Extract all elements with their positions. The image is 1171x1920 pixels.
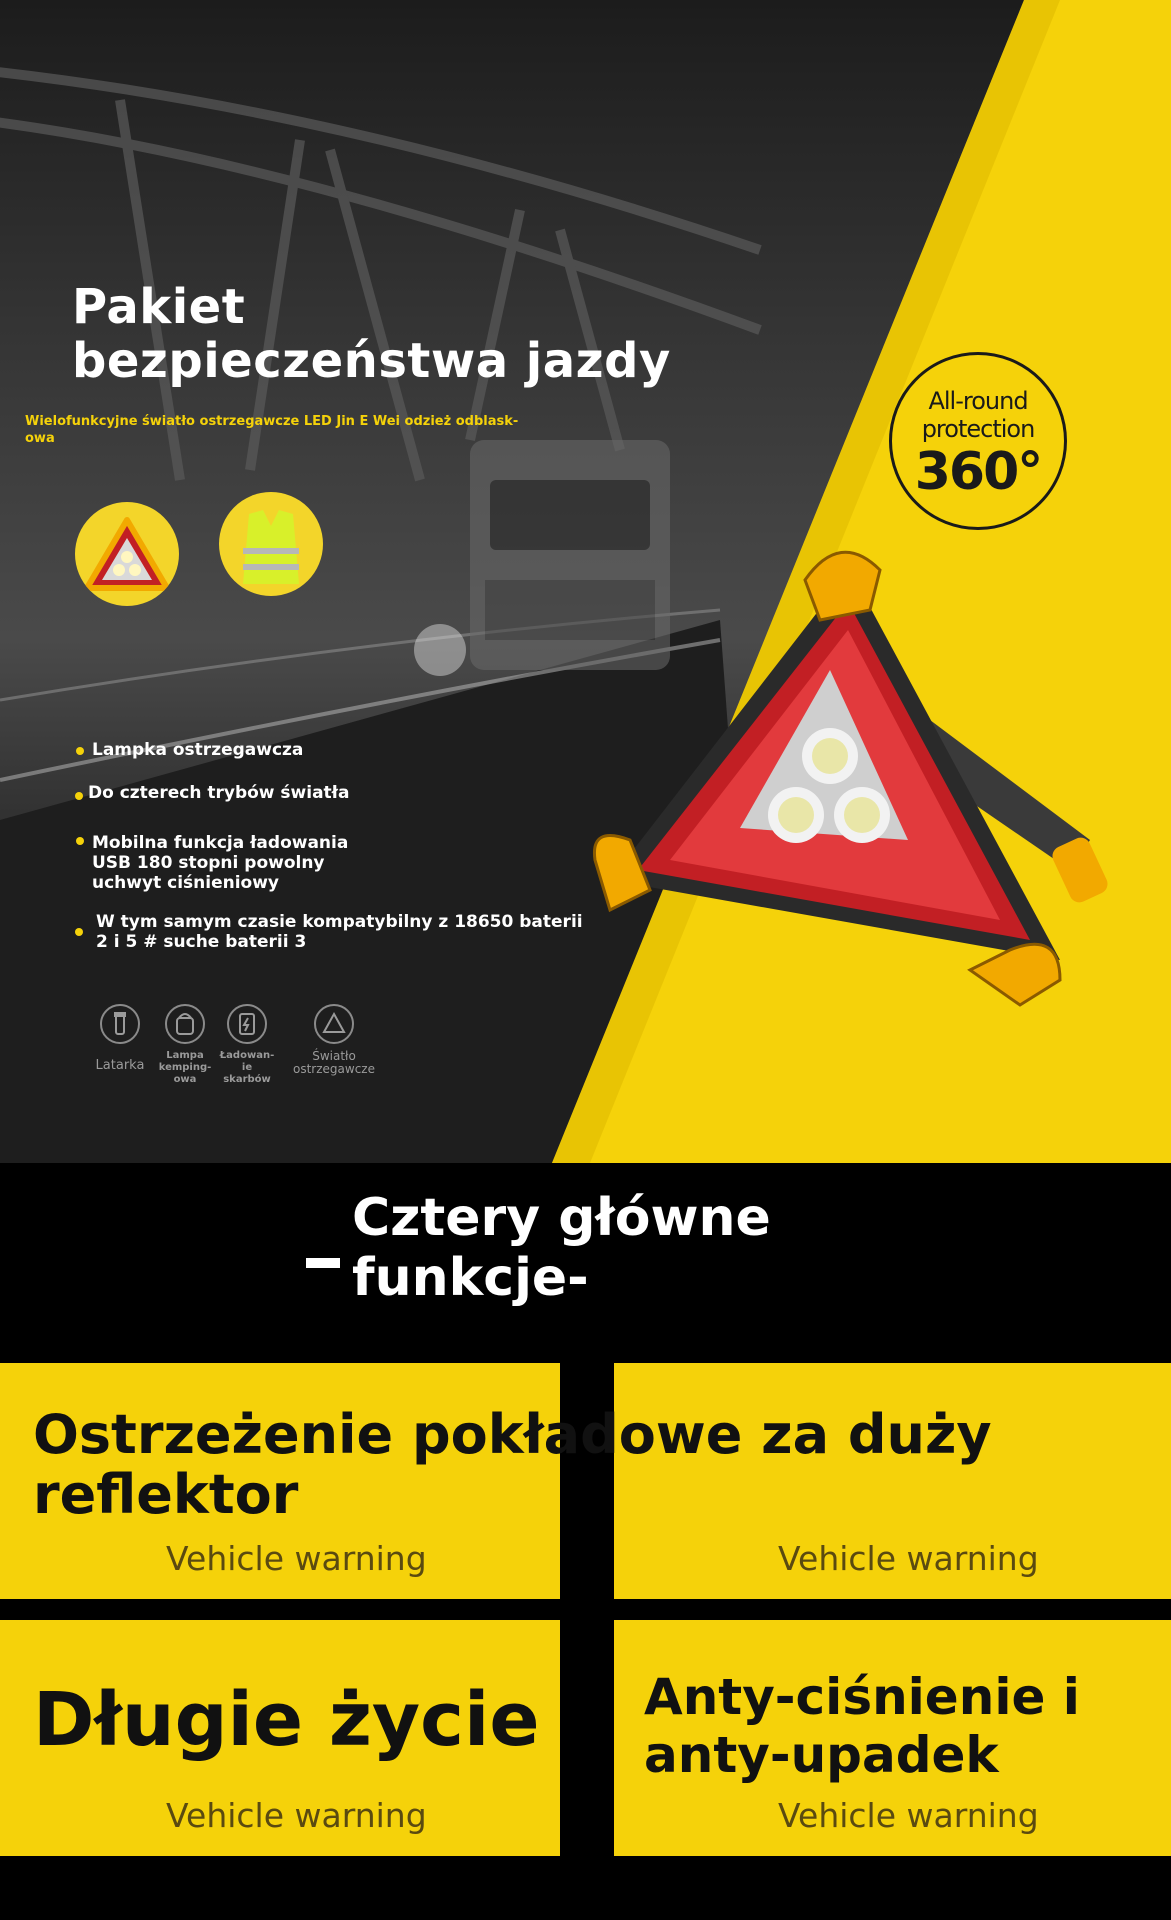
mode-warning-light: Światło ostrzegawcze <box>284 1004 384 1076</box>
bottom-strip <box>0 1856 1171 1920</box>
card-title: Długie życie <box>33 1677 540 1763</box>
heading-dash <box>306 1258 340 1268</box>
function-card <box>0 1620 560 1856</box>
card-subtitle: Vehicle warning <box>778 1796 1039 1835</box>
bullet-icon <box>75 792 83 800</box>
power-bank-icon <box>227 1004 267 1044</box>
hero-title: Pakiet bezpieczeństwa jazdy <box>72 279 671 389</box>
mode-flashlight: Latarka <box>86 1004 154 1073</box>
function-card <box>614 1620 1171 1856</box>
warning-triangle-thumbnail <box>75 502 179 606</box>
card-title: Anty-ciśnienie i anty-upadek <box>644 1668 1080 1784</box>
bullet-icon <box>76 837 84 845</box>
card-subtitle: Vehicle warning <box>166 1539 427 1578</box>
card-subtitle: Vehicle warning <box>166 1796 427 1835</box>
mode-power-bank: Ładowan-ie skarbów <box>218 1004 276 1086</box>
card-title: Ostrzeżenie pokładowe za duży reflektor <box>33 1403 992 1526</box>
camping-lamp-icon <box>165 1004 205 1044</box>
bullet-icon <box>75 928 83 936</box>
warning-triangle-product <box>590 540 1110 1040</box>
hero-section: Pakiet bezpieczeństwa jazdy Wielofunkcyjne światło ostrzegawcze LED Jin E Wei odzież odblask-owa Lampka ostrzegawcza Do czterech trybów światła Mobilna funkcja ładowania USB 180 stopni powolny uchwyt ciśnieniowy W tym samym czasie kompatybilny z 18650 baterii 2 i 5 # suche baterii 3 Latarka Lampa kemping-owa Ładowan-ie skarbów Światło ostrzegawcze All-round protection 360° <box>0 0 1171 1163</box>
warning-light-icon <box>314 1004 354 1044</box>
card-subtitle: Vehicle warning <box>778 1539 1039 1578</box>
bullet-icon <box>76 747 84 755</box>
functions-heading: Cztery główne funkcje- <box>352 1188 771 1308</box>
flashlight-icon <box>100 1004 140 1044</box>
hero-subtitle: Wielofunkcyjne światło ostrzegawcze LED Jin E Wei odzież odblask-owa <box>25 414 519 446</box>
mode-camping-lamp: Lampa kemping-owa <box>153 1004 217 1086</box>
reflective-vest-thumbnail <box>219 492 323 596</box>
protection-360-badge: All-round protection 360° <box>889 352 1067 530</box>
